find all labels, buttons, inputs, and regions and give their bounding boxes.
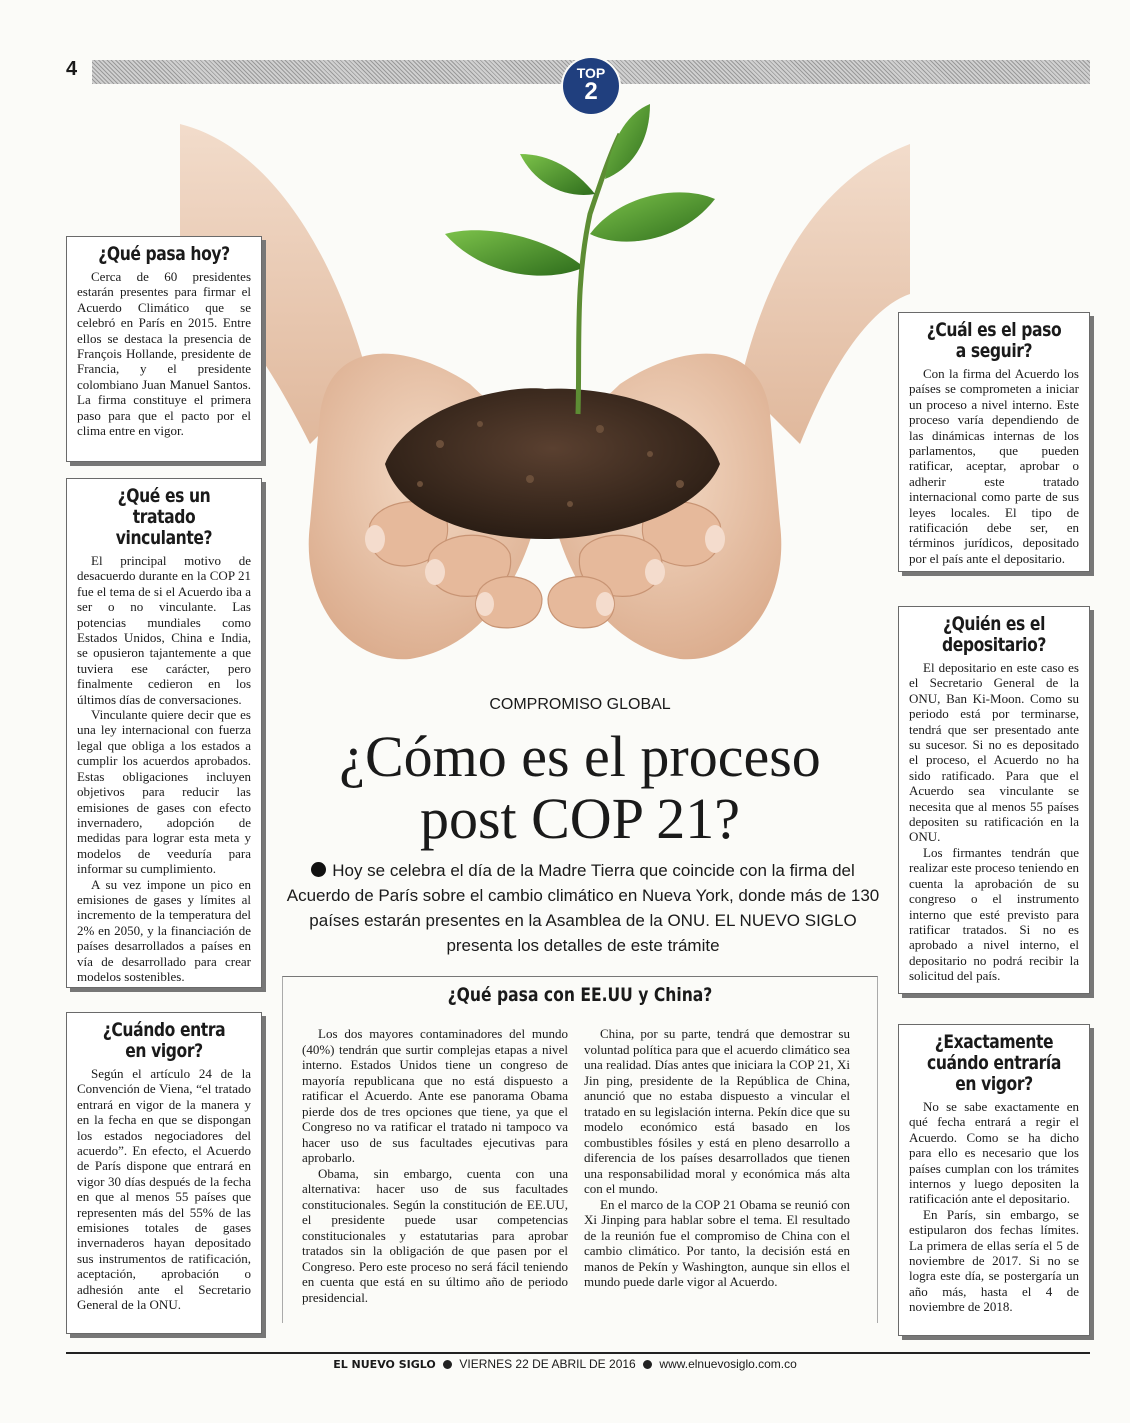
box-depositario: [898, 606, 1090, 994]
box-title: ¿Qué pasa hoy?: [98, 243, 230, 265]
headline-line-2: post COP 21?: [419, 786, 741, 851]
badge-top-label: TOP: [576, 65, 606, 81]
box-cual-paso: [898, 312, 1090, 572]
bullet-icon: [311, 862, 326, 877]
page-number: 4: [66, 58, 78, 80]
article-kicker: COMPROMISO GLOBAL: [489, 696, 671, 713]
box-exactamente: [898, 1024, 1090, 1336]
lead-text: Hoy se celebra el día de la Madre Tierra que coincide con la firma del Acuerdo de París sobre el cambio climático en Nueva York, donde más de 130 países estarán presentes en la Asamblea de la ONU. EL NUEVO SIGLO presenta los detalles de este trámite: [286, 861, 880, 955]
box-text: Con la firma del Acuerdo los países se comprometen a iniciar un proceso a nivel interno. Este proceso varía dependiendo de las dinámicas internas de los parlamentos, que pueden ratificar, aceptar, aprobar o adherir este tratado internacional como parte de sus leyes locales. El tipo de ratificación debe ser, en términos jurídicos, depositado por el país ante el depositario.: [909, 366, 1079, 566]
footer-brand: EL NUEVO SIGLO: [333, 1358, 436, 1371]
hands-seedling-photo: [180, 84, 910, 684]
box-text: Cerca de 60 presidentes estarán presentes para firmar el Acuerdo Climático que se celebró en París en 2015. Entre ellos se destaca la presencia de François Hollande, presidente de Francia, y el presidente colombiano Juan Manuel Santos. La firma constituye el primera paso para que el pacto por el clima entre en vigor.: [77, 269, 251, 439]
box-que-pasa-hoy: [66, 236, 262, 462]
article-column-2: [584, 1026, 850, 1290]
article-paragraph: China, por su parte, tendrá que demostrar su voluntad política para que el acuerdo climático sea una realidad. Días antes que iniciara la COP 21, Xi Jin ping, presidente de la República de China, anunció que no estaba dispuesto a vincular el tratado en su legislación interna. Pekín dice que su modelo económico está basado en los combustibles fósiles y está en pleno desarrollo a diferencia de los países desarrollados que tienen una responsabilidad moral y económica más alta con el mundo.: [584, 1026, 850, 1196]
box-text: A su vez impone un pico en emisiones de gases y límites al incremento de la temperatura del 2% en 2050, y la financiación de países desarrollados a países en vía de desarrollado para crear modelos sostenibles.: [77, 876, 251, 984]
box-text: Vinculante quiere decir que es una ley internacional con fuerza legal que obliga a los estados a cumplir los acuerdos aprobados. Estas obligaciones incluyen objetivos para reducir las emisiones de gases con efecto invernadero, adopción de medidas para lograr esta meta y modelos de veeduría para informar su cumplimiento.: [77, 707, 251, 877]
box-title: ¿Cuándo entra en vigor?: [102, 1019, 226, 1062]
box-text: En París, sin embargo, se estipularon dos fechas límites. La primera de ellas sería el 5 de noviembre de 2017. Si no se logra este día, se postergaría un año más, hasta el 4 de noviembre de 2018.: [909, 1206, 1079, 1315]
footer-url[interactable]: www.elnuevosiglo.com.co: [659, 1357, 797, 1371]
article-paragraph: Obama, sin embargo, cuenta con una alternativa: hacer uso de sus facultades constitucionales. Según la constitución de EE.UU, el presidente puede usar competencias constitucionales y estatutarias para aprobar tratados sin la obligación de que pasen por el Congreso. Pero este proceso no será fácil teniendo en cuenta que está en su último año de periodo presidencial.: [302, 1165, 568, 1305]
article-paragraph: Los dos mayores contaminadores del mundo (40%) tendrán que surtir complejas etapas a nivel interno. Estados Unidos tiene un congreso de mayoría republicana que no está dispuesto a ratificar el Acuerdo. Ante ese panorama Obama pierde dos de tres opciones que tiene, ya que el Congreso no va ratificar el tratado ni tampoco va hacer uso de sus facultades ejecutivas para aprobarlo.: [302, 1026, 568, 1165]
page-footer: [0, 1357, 1130, 1371]
box-text: El principal motivo de desacuerdo durante en la COP 21 fue el tema de si el Acuerdo iba a ser o no vinculante. Las potencias mundiales como Estados Unidos, China e India, se opusieron tajantemente a que tuviera ese carácter, pero finalmente cedieron en los últimos días de conversaciones.: [77, 553, 251, 707]
box-text: Según el artículo 24 de la Convención de Viena, “el tratado entrará en vigor de la manera y en la fecha en que se dispongan los estados negociadores del acuerdo”. En efecto, el Acuerdo de París dispone que entrará en vigor 30 días después de la fecha en que al menos 55 países que representen más del 55% de las emisiones totales de gases invernaderos hayan depositado sus instrumentos de ratificación, aceptación, aprobación o adhesión ante el Secretario General de la ONU.: [77, 1066, 251, 1313]
article-headline: [260, 726, 900, 850]
footer-date: VIERNES 22 DE ABRIL DE 2016: [459, 1357, 636, 1371]
box-tratado-vinculante: [66, 478, 262, 988]
article-subhead: ¿Qué pasa con EE.UU y China?: [447, 984, 713, 1006]
box-text: Los firmantes tendrán que realizar este proceso teniendo en cuenta la aprobación de su congreso o el instrumento interno que esté previsto para ratificar tratados. Si no es aprobado a nivel interno, el depositario no podrá recibir la solicitud del país.: [909, 844, 1079, 984]
hands-seedling-illustration: [180, 84, 910, 684]
box-cuando-entra: [66, 1012, 262, 1334]
bullet-icon: [643, 1360, 652, 1369]
box-text: El depositario en este caso es el Secretario General de la ONU, Ban Ki-Moon. Como su periodo está por terminarse, tendrá que ser presentado ante su sucesor. Si no es depositado el proceso, el Acuerdo no ha sido ratificado. Para que el Acuerdo sea vinculante se necesita que al menos 55 países depositen su ratificación en la ONU.: [909, 660, 1079, 845]
footer-rule: [66, 1352, 1090, 1354]
article-lead: [278, 858, 888, 958]
box-title: ¿Quién es el depositario?: [941, 613, 1046, 656]
box-title: ¿Cuál es el paso a seguir?: [926, 319, 1062, 362]
box-text: No se sabe exactamente en qué fecha entrará a regir el Acuerdo. Como se ha dicho para ello es necesario que los países cumplan con los trámites internos y luego depositen la ratificación ante el depositario.: [909, 1099, 1079, 1207]
box-title: ¿Qué es un tratado vinculante?: [115, 485, 213, 549]
bullet-icon: [443, 1360, 452, 1369]
article-paragraph: En el marco de la COP 21 Obama se reunió con Xi Jinping para hablar sobre el tema. El resultado de la reunión fue el compromiso de China con el cambio climático. Por tanto, la decisión está en manos de Pekín y Washington, aunque sin ellos el mundo puede darle vigor al Acuerdo.: [584, 1196, 850, 1289]
headline-line-1: ¿Cómo es el proceso: [339, 724, 821, 789]
box-title: ¿Exactamente cuándo entraría en vigor?: [927, 1031, 1061, 1095]
badge-number: 2: [584, 78, 598, 105]
article-column-1: [302, 1026, 568, 1305]
